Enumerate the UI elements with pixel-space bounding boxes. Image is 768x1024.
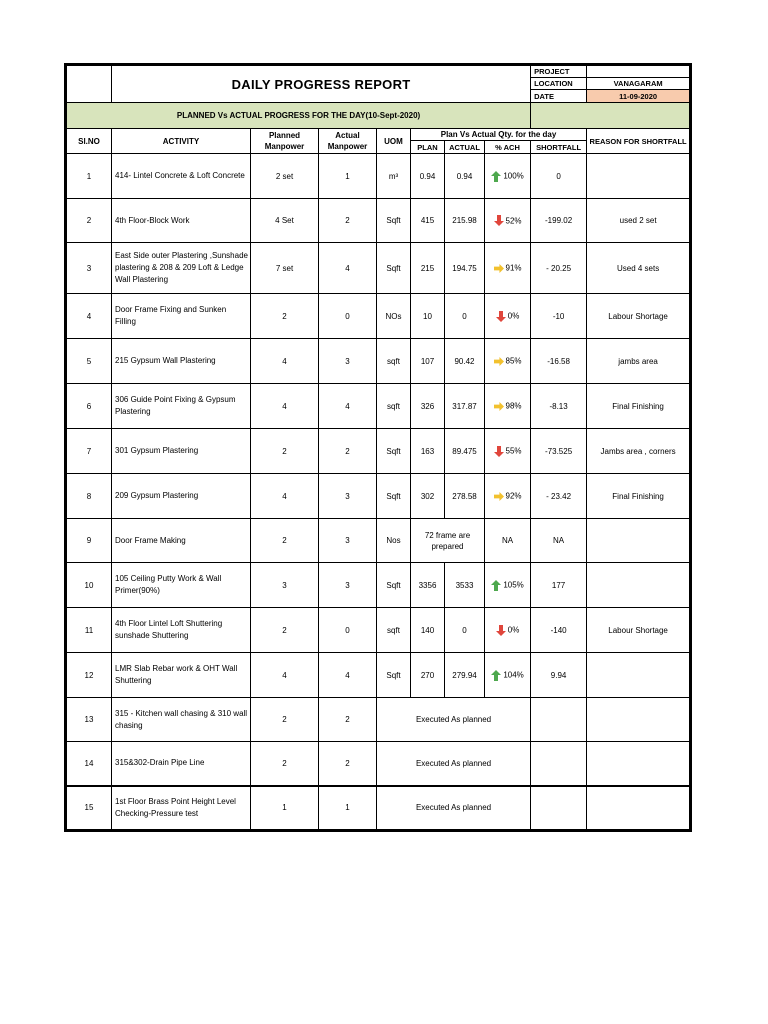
row-number: 5	[67, 339, 112, 384]
reason-cell: Final Finishing	[587, 384, 690, 429]
shortfall-cell: NA	[531, 519, 587, 563]
subtitle-blank	[531, 103, 690, 129]
planned-manpower-cell: 2	[251, 742, 319, 786]
reason-cell: Used 4 sets	[587, 243, 690, 294]
table-row	[67, 243, 690, 294]
actual-manpower-cell: 3	[319, 519, 377, 563]
uom-cell: Nos	[377, 519, 411, 563]
plan-cell: 163	[411, 429, 445, 474]
reason-cell: Jambs area , corners	[587, 429, 690, 474]
date-label: DATE	[531, 90, 587, 103]
reason-cell	[587, 742, 690, 786]
actual-cell: 278.58	[445, 474, 485, 519]
uom-cell: Sqft	[377, 199, 411, 243]
down-arrow-icon	[494, 446, 506, 455]
actual-cell: 0	[445, 608, 485, 653]
uom-cell: Sqft	[377, 563, 411, 608]
shortfall-cell: -8.13	[531, 384, 587, 429]
actual-manpower-cell: 2	[319, 742, 377, 786]
activity-cell: 315&302-Drain Pipe Line	[112, 742, 251, 786]
actual-cell: 317.87	[445, 384, 485, 429]
planned-manpower-cell: 4	[251, 474, 319, 519]
project-label: PROJECT	[531, 66, 587, 78]
ach-value: 91%	[505, 263, 522, 273]
actual-manpower-cell: 2	[319, 429, 377, 474]
planned-manpower-cell: 1	[251, 786, 319, 830]
table-row	[67, 294, 690, 339]
row-number: 10	[67, 563, 112, 608]
ach-cell	[485, 384, 531, 429]
down-arrow-icon	[496, 311, 508, 320]
actual-cell: 215.98	[445, 199, 485, 243]
col-shortfall: SHORTFALL	[531, 141, 587, 154]
table-row	[67, 742, 690, 786]
ach-cell	[485, 339, 531, 384]
col-reason: REASON FOR SHORTFALL	[587, 129, 690, 154]
activity-cell: 209 Gypsum Plastering	[112, 474, 251, 519]
actual-cell: 3533	[445, 563, 485, 608]
plan-cell: 415	[411, 199, 445, 243]
actual-manpower-cell: 4	[319, 384, 377, 429]
ach-value: 85%	[505, 356, 522, 366]
ach-value: 100%	[503, 171, 524, 181]
planned-manpower-cell: 2 set	[251, 154, 319, 199]
table-row	[67, 429, 690, 474]
plan-cell: 107	[411, 339, 445, 384]
planned-manpower-cell: 3	[251, 563, 319, 608]
row-number: 15	[67, 786, 112, 830]
activity-cell: 306 Guide Point Fixing & Gypsum Plastering	[112, 384, 251, 429]
activity-cell: 1st Floor Brass Point Height Level Checking-Pressure test	[112, 786, 251, 830]
executed-note: Executed As planned	[377, 698, 531, 742]
location-value: VANAGARAM	[587, 78, 690, 90]
row-number: 2	[67, 199, 112, 243]
ach-value: 0%	[507, 311, 520, 321]
plan-cell: 215	[411, 243, 445, 294]
ach-value: 104%	[503, 670, 524, 680]
col-uom: UOM	[377, 129, 411, 154]
ach-cell	[485, 199, 531, 243]
reason-cell	[587, 519, 690, 563]
table-row	[67, 199, 690, 243]
shortfall-cell: - 23.42	[531, 474, 587, 519]
table-row	[67, 339, 690, 384]
actual-cell: 90.42	[445, 339, 485, 384]
up-arrow-icon	[491, 670, 503, 679]
planned-manpower-cell: 2	[251, 429, 319, 474]
uom-cell: sqft	[377, 608, 411, 653]
row-number: 14	[67, 742, 112, 786]
shortfall-cell: -16.58	[531, 339, 587, 384]
activity-cell: 4th Floor-Block Work	[112, 199, 251, 243]
actual-cell: 89.475	[445, 429, 485, 474]
planned-manpower-cell: 4	[251, 653, 319, 698]
right-arrow-icon	[494, 263, 506, 272]
uom-cell: sqft	[377, 339, 411, 384]
table-row	[67, 608, 690, 653]
up-arrow-icon	[491, 171, 503, 180]
shortfall-cell: -140	[531, 608, 587, 653]
table-row	[67, 519, 690, 563]
executed-note: Executed As planned	[377, 786, 531, 830]
row-number: 1	[67, 154, 112, 199]
plan-cell: 302	[411, 474, 445, 519]
planned-manpower-cell: 4 Set	[251, 199, 319, 243]
row-number: 6	[67, 384, 112, 429]
col-slno: Sl.NO	[67, 129, 112, 154]
col-actual: ACTUAL	[445, 141, 485, 154]
ach-value: 52%	[505, 216, 522, 226]
down-arrow-icon	[494, 216, 506, 225]
ach-cell: NA	[485, 519, 531, 563]
activity-cell: 4th Floor Lintel Loft Shuttering sunshade Shuttering	[112, 608, 251, 653]
row-number: 13	[67, 698, 112, 742]
table-row	[67, 786, 690, 830]
shortfall-cell: 0	[531, 154, 587, 199]
location-label: LOCATION	[531, 78, 587, 90]
activity-cell: 315 - Kitchen wall chasing & 310 wall chasing	[112, 698, 251, 742]
col-actual-manpower: Actual Manpower	[319, 129, 377, 154]
col-group-plan-vs-actual: Plan Vs Actual Qty. for the day	[411, 129, 587, 141]
reason-cell: Labour Shortage	[587, 294, 690, 339]
uom-cell: Sqft	[377, 243, 411, 294]
activity-cell: Door Frame Fixing and Sunken Filling	[112, 294, 251, 339]
actual-manpower-cell: 3	[319, 474, 377, 519]
actual-manpower-cell: 1	[319, 786, 377, 830]
table-row	[67, 653, 690, 698]
ach-cell	[485, 429, 531, 474]
ach-value: 92%	[505, 491, 522, 501]
shortfall-cell	[531, 742, 587, 786]
plan-cell: 3356	[411, 563, 445, 608]
col-plan: PLAN	[411, 141, 445, 154]
plan-cell: 0.94	[411, 154, 445, 199]
planned-manpower-cell: 2	[251, 519, 319, 563]
planned-manpower-cell: 2	[251, 698, 319, 742]
shortfall-cell: -73.525	[531, 429, 587, 474]
activity-cell: 105 Ceiling Putty Work & Wall Primer(90%)	[112, 563, 251, 608]
progress-subtitle: PLANNED Vs ACTUAL PROGRESS FOR THE DAY(10-Sept-2020)	[67, 103, 531, 129]
actual-manpower-cell: 4	[319, 653, 377, 698]
actual-manpower-cell: 3	[319, 563, 377, 608]
ach-cell	[485, 154, 531, 199]
planned-manpower-cell: 2	[251, 294, 319, 339]
ach-cell	[485, 653, 531, 698]
ach-cell	[485, 563, 531, 608]
planned-manpower-cell: 4	[251, 384, 319, 429]
ach-value: 98%	[505, 401, 522, 411]
actual-cell: 279.94	[445, 653, 485, 698]
plan-cell: 140	[411, 608, 445, 653]
plan-actual-note: 72 frame are prepared	[411, 519, 485, 563]
row-number: 3	[67, 243, 112, 294]
reason-cell: used 2 set	[587, 199, 690, 243]
shortfall-cell: 177	[531, 563, 587, 608]
actual-cell: 194.75	[445, 243, 485, 294]
reason-cell: jambs area	[587, 339, 690, 384]
activity-cell: LMR Slab Rebar work & OHT Wall Shuttering	[112, 653, 251, 698]
uom-cell: m³	[377, 154, 411, 199]
activity-cell: East Side outer Plastering ,Sunshade plastering & 208 & 209 Loft & Ledge Wall Plastering	[112, 243, 251, 294]
logo-cell	[67, 66, 112, 103]
reason-cell	[587, 154, 690, 199]
row-number: 4	[67, 294, 112, 339]
shortfall-cell: 9.94	[531, 653, 587, 698]
activity-cell: 414- Lintel Concrete & Loft Concrete	[112, 154, 251, 199]
activity-cell: 301 Gypsum Plastering	[112, 429, 251, 474]
ach-cell	[485, 243, 531, 294]
right-arrow-icon	[494, 401, 506, 410]
reason-cell: Final Finishing	[587, 474, 690, 519]
reason-cell: Labour Shortage	[587, 608, 690, 653]
actual-cell: 0.94	[445, 154, 485, 199]
row-number: 12	[67, 653, 112, 698]
down-arrow-icon	[496, 625, 508, 634]
plan-cell: 270	[411, 653, 445, 698]
ach-value: 105%	[503, 580, 524, 590]
uom-cell: sqft	[377, 384, 411, 429]
table-row	[67, 698, 690, 742]
uom-cell: Sqft	[377, 474, 411, 519]
row-number: 7	[67, 429, 112, 474]
shortfall-cell	[531, 786, 587, 830]
report-table	[66, 65, 690, 830]
daily-progress-report-sheet	[66, 65, 689, 830]
actual-manpower-cell: 0	[319, 294, 377, 339]
table-row	[67, 563, 690, 608]
planned-manpower-cell: 7 set	[251, 243, 319, 294]
ach-value: 0%	[507, 625, 520, 635]
date-value: 11-09-2020	[587, 90, 690, 103]
uom-cell: Sqft	[377, 429, 411, 474]
right-arrow-icon	[494, 356, 506, 365]
table-row	[67, 384, 690, 429]
actual-manpower-cell: 1	[319, 154, 377, 199]
ach-cell	[485, 474, 531, 519]
reason-cell	[587, 563, 690, 608]
reason-cell	[587, 786, 690, 830]
table-row	[67, 154, 690, 199]
actual-manpower-cell: 4	[319, 243, 377, 294]
executed-note: Executed As planned	[377, 742, 531, 786]
project-value	[587, 66, 690, 78]
shortfall-cell: -199.02	[531, 199, 587, 243]
plan-cell: 10	[411, 294, 445, 339]
activity-cell: 215 Gypsum Wall Plastering	[112, 339, 251, 384]
shortfall-cell: - 20.25	[531, 243, 587, 294]
planned-manpower-cell: 4	[251, 339, 319, 384]
col-activity: ACTIVITY	[112, 129, 251, 154]
plan-cell: 326	[411, 384, 445, 429]
up-arrow-icon	[491, 580, 503, 589]
reason-cell	[587, 653, 690, 698]
report-title: DAILY PROGRESS REPORT	[112, 66, 531, 103]
table-row	[67, 474, 690, 519]
actual-manpower-cell: 3	[319, 339, 377, 384]
reason-cell	[587, 698, 690, 742]
actual-manpower-cell: 2	[319, 698, 377, 742]
row-number: 11	[67, 608, 112, 653]
uom-cell: NOs	[377, 294, 411, 339]
ach-value: 55%	[505, 446, 522, 456]
uom-cell: Sqft	[377, 653, 411, 698]
right-arrow-icon	[494, 491, 506, 500]
ach-cell	[485, 294, 531, 339]
actual-manpower-cell: 2	[319, 199, 377, 243]
actual-cell: 0	[445, 294, 485, 339]
row-number: 9	[67, 519, 112, 563]
activity-cell: Door Frame Making	[112, 519, 251, 563]
row-number: 8	[67, 474, 112, 519]
col-planned-manpower: Planned Manpower	[251, 129, 319, 154]
shortfall-cell: -10	[531, 294, 587, 339]
actual-manpower-cell: 0	[319, 608, 377, 653]
planned-manpower-cell: 2	[251, 608, 319, 653]
shortfall-cell	[531, 698, 587, 742]
ach-cell	[485, 608, 531, 653]
col-ach: % ACH	[485, 141, 531, 154]
